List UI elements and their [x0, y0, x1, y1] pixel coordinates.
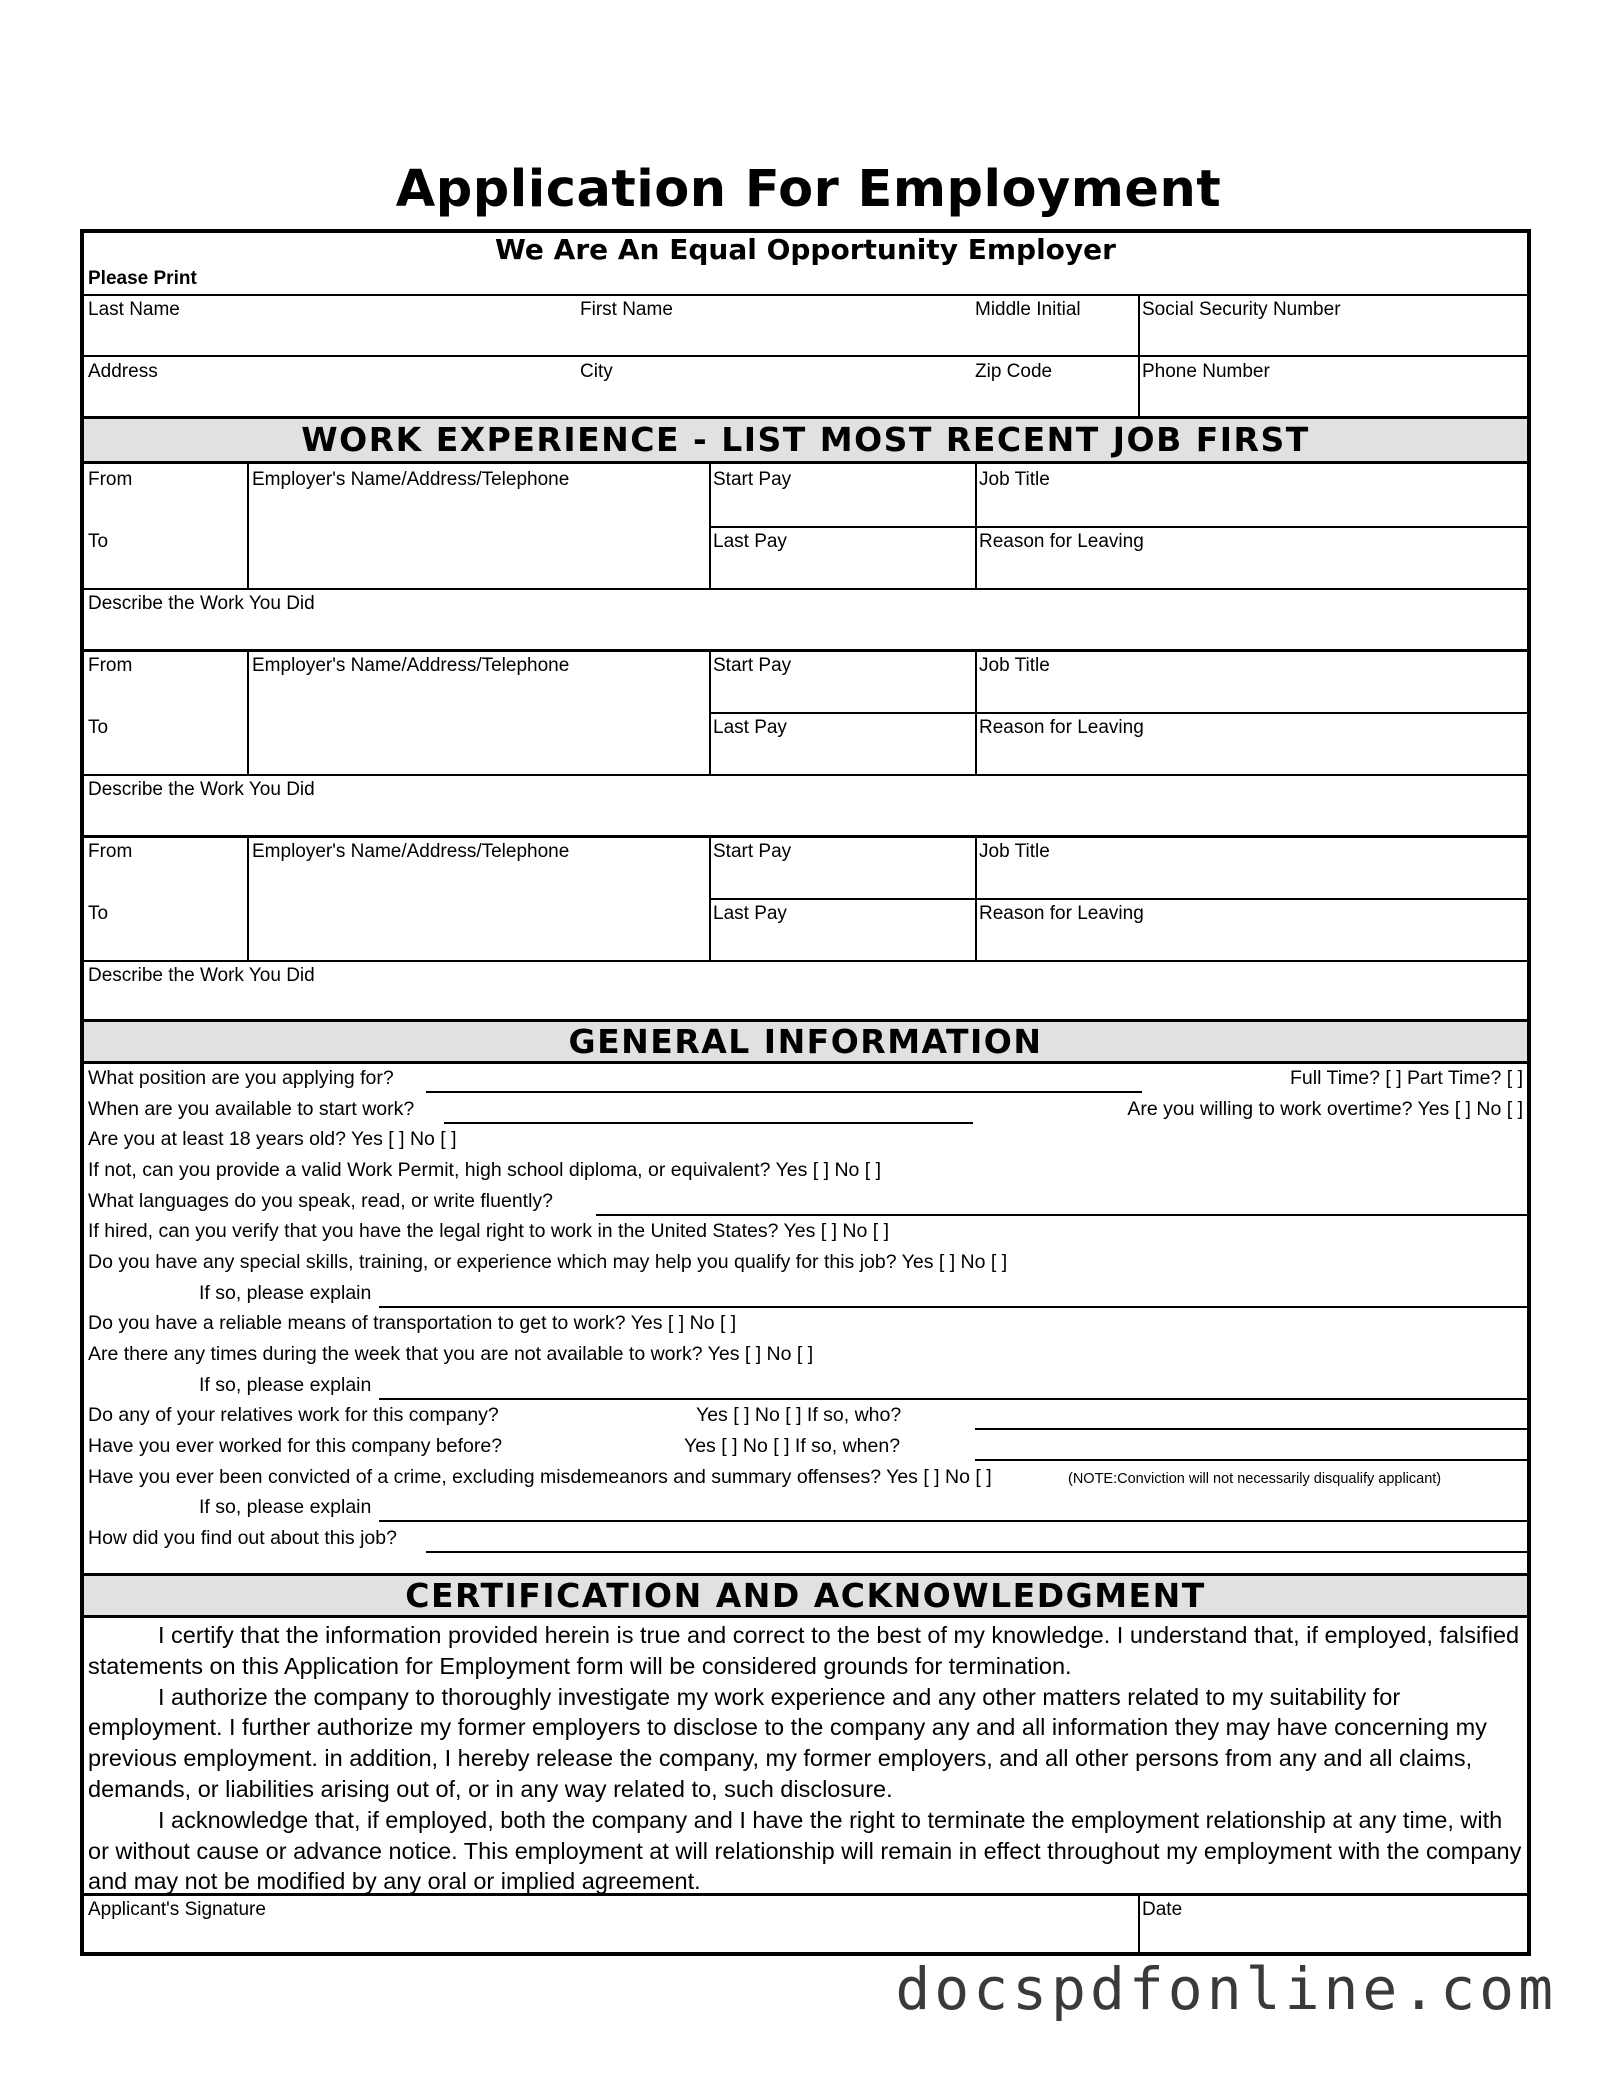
- city-field[interactable]: City: [580, 361, 613, 382]
- job1-describe-field[interactable]: Describe the Work You Did: [88, 593, 315, 614]
- work-experience-heading: WORK EXPERIENCE - LIST MOST RECENT JOB FIRST: [84, 416, 1527, 464]
- relatives-options[interactable]: Yes [ ] No [ ] If so, who?: [696, 1404, 902, 1426]
- age-question[interactable]: Are you at least 18 years old? Yes [ ] No [ ]: [88, 1128, 457, 1150]
- application-form: [80, 229, 1531, 1956]
- job1-last-pay-field[interactable]: Last Pay: [713, 531, 787, 552]
- languages-question: What languages do you speak, read, or write fluently?: [88, 1190, 554, 1212]
- job3-reason-field[interactable]: Reason for Leaving: [979, 903, 1144, 924]
- first-name-field[interactable]: First Name: [580, 299, 673, 320]
- position-question: What position are you applying for?: [88, 1067, 394, 1089]
- job1-employer-field[interactable]: Employer's Name/Address/Telephone: [252, 469, 570, 490]
- job2-describe-field[interactable]: Describe the Work You Did: [88, 779, 315, 800]
- job3-start-pay-field[interactable]: Start Pay: [713, 841, 792, 862]
- job2-last-pay-field[interactable]: Last Pay: [713, 717, 787, 738]
- certification-paragraph-2: I authorize the company to thoroughly investigate my work experience and any other matters related to my suitability for employment. I further authorize my former employers to disclose to the company any and all information they may have concerning my previous employment. in addition, I hereby release the company, my former employers, and all other persons from any and all claims, demands, or liabilities arising out of, or in any way related to, such disclosure.: [88, 1683, 1487, 1802]
- certification-text: [88, 1620, 1523, 1897]
- full-part-time-options[interactable]: Full Time? [ ] Part Time? [ ]: [1290, 1067, 1523, 1089]
- job3-employer-field[interactable]: Employer's Name/Address/Telephone: [252, 841, 570, 862]
- job3-describe-field[interactable]: Describe the Work You Did: [88, 965, 315, 986]
- job3-from-field[interactable]: From: [88, 841, 133, 862]
- worked-before-question: Have you ever worked for this company before?: [88, 1435, 503, 1457]
- job1-to-field[interactable]: To: [88, 531, 109, 552]
- skills-explain-label: If so, please explain: [199, 1282, 372, 1304]
- form-title: Application For Employment: [395, 160, 1222, 219]
- date-field[interactable]: Date: [1142, 1899, 1183, 1920]
- conviction-explain-line[interactable]: [379, 1520, 1527, 1522]
- subtitle: We Are An Equal Opportunity Employer: [495, 233, 1116, 266]
- job1-reason-field[interactable]: Reason for Leaving: [979, 531, 1144, 552]
- legal-right-question[interactable]: If hired, can you verify that you have the legal right to work in the United States? Yes [ ] No [ ]: [88, 1220, 890, 1242]
- job2-reason-field[interactable]: Reason for Leaving: [979, 717, 1144, 738]
- job1-start-pay-field[interactable]: Start Pay: [713, 469, 792, 490]
- ssn-field[interactable]: Social Security Number: [1142, 299, 1341, 320]
- skills-explain-line[interactable]: [379, 1306, 1527, 1308]
- overtime-question[interactable]: Are you willing to work overtime? Yes [ ] No [ ]: [1127, 1098, 1523, 1120]
- address-field[interactable]: Address: [88, 361, 158, 382]
- job2-to-field[interactable]: To: [88, 717, 109, 738]
- conviction-question[interactable]: Have you ever been convicted of a crime, excluding misdemeanors and summary offenses? Yes [ ] No [ ]: [88, 1466, 992, 1488]
- worked-before-answer-line[interactable]: [975, 1459, 1527, 1461]
- job2-start-pay-field[interactable]: Start Pay: [713, 655, 792, 676]
- work-permit-question[interactable]: If not, can you provide a valid Work Permit, high school diploma, or equivalent? Yes [ ] No [ ]: [88, 1159, 882, 1181]
- signature-field[interactable]: Applicant's Signature: [88, 1899, 266, 1920]
- relatives-answer-line[interactable]: [975, 1428, 1527, 1430]
- job1-from-field[interactable]: From: [88, 469, 133, 490]
- watermark: docspdfonline.com: [895, 1955, 1557, 2023]
- job3-to-field[interactable]: To: [88, 903, 109, 924]
- certification-heading: CERTIFICATION AND ACKNOWLEDGMENT: [84, 1573, 1527, 1618]
- languages-answer-line[interactable]: [596, 1214, 1527, 1216]
- job3-last-pay-field[interactable]: Last Pay: [713, 903, 787, 924]
- middle-initial-field[interactable]: Middle Initial: [975, 299, 1081, 320]
- transportation-question[interactable]: Do you have a reliable means of transportation to get to work? Yes [ ] No [ ]: [88, 1312, 737, 1334]
- availability-explain-label: If so, please explain: [199, 1374, 372, 1396]
- job3-job-title-field[interactable]: Job Title: [979, 841, 1050, 862]
- conviction-note: (NOTE:Conviction will not necessarily disqualify applicant): [1068, 1471, 1442, 1487]
- availability-question[interactable]: Are there any times during the week that you are not available to work? Yes [ ] No [ ]: [88, 1343, 814, 1365]
- certification-paragraph-3: I acknowledge that, if employed, both the company and I have the right to terminate the employment relationship at any time, with or without cause or advance notice. This employment at will relationship will remain in effect throughout my employment with the company and may not be modified by any oral or implied agreement.: [88, 1806, 1522, 1895]
- zip-code-field[interactable]: Zip Code: [975, 361, 1053, 382]
- last-name-field[interactable]: Last Name: [88, 299, 180, 320]
- certification-paragraph-1: I certify that the information provided herein is true and correct to the best of my knowledge. I understand that, if employed, falsified statements on this Application for Employment form will be considered grounds for termination.: [88, 1622, 1520, 1679]
- special-skills-question[interactable]: Do you have any special skills, training, or experience which may help you qualify for this job? Yes [ ] No [ ]: [88, 1251, 1008, 1273]
- please-print-label: Please Print: [88, 268, 197, 289]
- worked-before-options[interactable]: Yes [ ] No [ ] If so, when?: [684, 1435, 901, 1457]
- job2-employer-field[interactable]: Employer's Name/Address/Telephone: [252, 655, 570, 676]
- job2-job-title-field[interactable]: Job Title: [979, 655, 1050, 676]
- start-work-question: When are you available to start work?: [88, 1098, 415, 1120]
- find-job-question: How did you find out about this job?: [88, 1527, 397, 1549]
- relatives-question: Do any of your relatives work for this company?: [88, 1404, 499, 1426]
- find-job-answer-line[interactable]: [426, 1551, 1527, 1553]
- general-information-heading: GENERAL INFORMATION: [84, 1019, 1527, 1064]
- phone-number-field[interactable]: Phone Number: [1142, 361, 1270, 382]
- start-work-answer-line[interactable]: [444, 1122, 973, 1124]
- position-answer-line[interactable]: [426, 1091, 1142, 1093]
- availability-explain-line[interactable]: [379, 1398, 1527, 1400]
- job2-from-field[interactable]: From: [88, 655, 133, 676]
- job1-job-title-field[interactable]: Job Title: [979, 469, 1050, 490]
- conviction-explain-label: If so, please explain: [199, 1496, 372, 1518]
